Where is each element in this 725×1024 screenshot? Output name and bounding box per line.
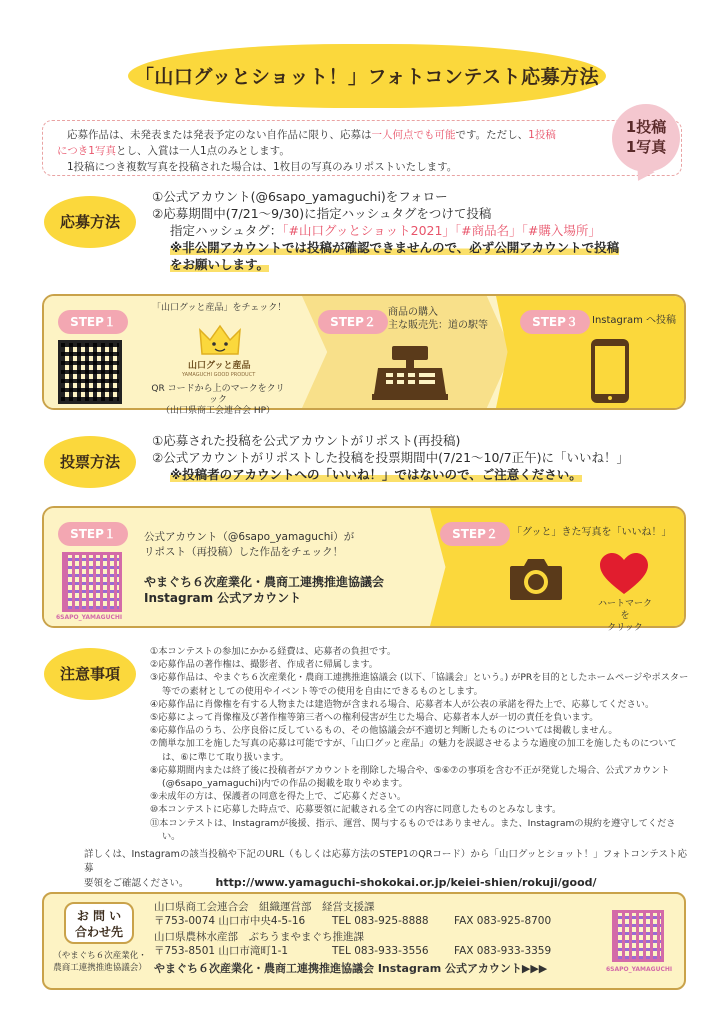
note-item: ⑤応募によって肖像権及び著作権等第三者への権利侵害が生じた場合、応募者本人が一切の責任を負います。 (150, 712, 599, 724)
intro-text: 1投稿につき複数写真を投稿された場合は、1枚目の写真のみリポストいたします。 (67, 161, 458, 173)
org1-address: 〒753-0074 山口市中央4-5-16 (154, 915, 306, 927)
step1-note-line: （山口県商工会連合会 HP） (160, 406, 276, 416)
footer-qr-caption: 6SAPO_YAMAGUCHI (606, 966, 673, 973)
details-text (84, 848, 694, 891)
intro-highlight: 一人何点でも可能 (371, 129, 456, 141)
vote-steps-panel (42, 506, 686, 628)
step1-note-line: QR コードから上のマークをクリック (151, 384, 285, 405)
instagram-account-line[interactable]: やまぐち６次産業化・農商工連携推進協議会 Instagram 公式アカウント▶▶▶ (154, 962, 548, 975)
inquiry-sub-line: （やまぐち６次産業化・ (53, 951, 147, 961)
logo-subtext: YAMAGUCHI GOOD PRODUCT (182, 372, 256, 378)
intro-text: とし、入賞は一人1点のみとします。 (115, 145, 290, 157)
apply-line: ①公式アカウント(@6sapo_yamaguchi)をフォロー (152, 189, 448, 204)
inquiry-label (64, 902, 134, 944)
org2-fax: FAX 083-933-3359 (454, 945, 552, 957)
details-line: 要領をご確認ください。 (84, 878, 189, 889)
intro-text: 応募作品は、未発表または発表予定のない自作品に限り、応募は (67, 129, 372, 141)
apply-warning: ※非公開アカウントでは投稿が確認できませんので、必ず公開アカウントで投稿 (170, 240, 620, 255)
details-line: 詳しくは、Instagramの該当投稿や下記のURL（もしくは応募方法のSTEP1のQRコード）から「山口グッとショット！」フォトコンテスト応募 (84, 849, 687, 874)
org1-tel: TEL 083-925-8888 (332, 915, 429, 927)
heart-caption (594, 598, 656, 634)
step3-text: Instagram へ投稿 (592, 315, 677, 326)
step1-caption: 「山口グッと産品」をチェック！ (152, 303, 287, 313)
vote-line: ①応募された投稿を公式アカウントがリポスト(再投稿) (152, 433, 461, 448)
note-item: ④応募作品に肖像権を有する人物または建造物が含まれる場合、応募者本人が公表の承諾を得た上で、応募してください。 (150, 698, 655, 710)
badge-line: 1投稿 (625, 118, 667, 136)
note-item: ⑨未成年の方は、保護者の同意を得た上で、ご応募ください。 (150, 791, 407, 803)
step2-line: 商品の購入 (388, 307, 438, 318)
heart-caption-line: クリック (607, 623, 643, 633)
contact-details (154, 900, 594, 976)
one-post-one-photo-badge (612, 104, 680, 172)
note-item: ⑩本コンテストに応募した時点で、応募要領に記載される全ての内容に同意したものとみなします。 (150, 804, 562, 816)
vote-step1-line: リポスト（再投稿）した作品をチェック！ (144, 546, 344, 558)
inquiry-line: 合わせ先 (74, 925, 123, 939)
intro-highlight: につき1写真 (57, 145, 116, 157)
vote-warning: ※投稿者のアカウントへの「いいね！」ではないので、ご注意ください。 (170, 467, 582, 482)
account-name: やまぐち６次産業化・農商工連携推進協議会 (144, 575, 385, 589)
vote-step1-line: 公式アカウント（@6sapo_yamaguchi）が (144, 531, 355, 543)
org2-tel: TEL 083-933-3556 (332, 945, 429, 957)
step2-line: 主な販売先：道の駅等 (388, 320, 488, 331)
note-item: ⑧応募期間内または終了後に投稿者がアカウントを削除した場合や、⑤⑥⑦の事項を含む不正が発覚した場合、公式アカウント(@6sapo_yamaguchi)内での作品の掲載を取りやめます。 (150, 764, 670, 790)
note-item: ⑦簡単な加工を施した写真の応募は可能ですが、「山口グッと産品」の魅力を誤認させるような過度の加工を施したものについては、⑥に準じて取り扱います。 (150, 738, 677, 763)
step1-note (148, 384, 288, 417)
apply-line: ②応募期間中(7/21～9/30)に指定ハッシュタグをつけて投稿 (152, 206, 492, 221)
apply-warning: をお願いします。 (170, 257, 270, 272)
org1-name: 山口県商工会連合会 組織運営部 経営支援課 (154, 901, 375, 913)
intro-highlight: 1投稿 (528, 129, 556, 141)
logo-text: 山口グッと産品 (188, 361, 251, 371)
qr-code-icon[interactable] (58, 340, 122, 404)
badge-line: 1写真 (625, 138, 667, 156)
vote-instructions (152, 432, 692, 483)
apply-instructions (152, 188, 692, 273)
note-item: ⑥応募作品のうち、公序良俗に反しているもの、その他協議会が不適切と判断したものについては掲載しません。 (150, 725, 618, 737)
details-url-link[interactable]: http://www.yamaguchi-shokokai.or.jp/keiei-shien/rokuji/good/ (215, 876, 597, 889)
footer-qr-code-icon[interactable] (612, 910, 664, 962)
hashtag-label: 指定ハッシュタグ： (170, 223, 283, 238)
note-item: ②応募作品の著作権は、撮影者、作成者に帰属します。 (150, 659, 378, 671)
vote-step1-text (144, 530, 354, 560)
step1-tag: STEP１ (58, 310, 128, 334)
cash-register-icon (372, 346, 448, 400)
note-item: ③応募作品は、やまぐち６次産業化・農商工連携推進協議会 (以下、「協議会」という。) がPRを目的としたホームページやポスター等での素材としての使用やイベント等での使用を自由にできるものとします。 (150, 672, 689, 697)
inquiry-line: お 問 い (76, 909, 122, 923)
note-item: ①本コンテストの参加にかかる経費は、応募者の負担です。 (150, 646, 397, 657)
notes-list (150, 645, 690, 843)
page-title: 「山口グッとショット！」フォトコンテスト応募方法 (134, 66, 600, 88)
inquiry-sub-line: 農商工連携推進協議会） (53, 963, 147, 973)
heart-caption-line: ハートマークを (597, 599, 652, 621)
intro-text: です。ただし、 (455, 129, 529, 141)
note-item: ⑪本コンテストは、Instagramが後援、指示、運営、関与するものではありません。また、Instagramの規約を遵守してください。 (150, 817, 676, 842)
vote-line: ②公式アカウントがリポストした投稿を投票期間中(7/21～10/7正午)に「いいね！」 (152, 450, 629, 465)
step2-text (388, 306, 488, 332)
step3-tag: STEP３ (520, 310, 590, 334)
qr-caption: 6SAPO_YAMAGUCHI (56, 614, 123, 621)
instagram-qr-code-icon[interactable] (62, 552, 122, 612)
intro-notice (42, 120, 682, 176)
org1-fax: FAX 083-925-8700 (454, 915, 552, 927)
step2-tag: STEP２ (318, 310, 388, 334)
org2-name: 山口県農林水産部 ぶちうまやまぐち推進課 (154, 931, 364, 943)
notes-label: 注意事項 (44, 648, 136, 700)
inquiry-sub (46, 950, 154, 974)
vote-step2-text: 「グッと」きた写真を「いいね！」 (512, 527, 672, 538)
smartphone-icon (590, 338, 630, 404)
apply-label: 応募方法 (44, 196, 136, 248)
vote-step1-tag: STEP１ (58, 522, 128, 546)
vote-step2-tag: STEP２ (440, 522, 510, 546)
account-platform: Instagram 公式アカウント (144, 591, 302, 605)
hashtag-list: 「#山口グッとショット2021」「#商品名」「#購入場所」 (282, 223, 601, 238)
vote-label: 投票方法 (44, 436, 136, 488)
camera-icon (508, 556, 564, 602)
crown-logo-icon[interactable] (198, 324, 242, 358)
org2-address: 〒753-8501 山口市滝町1-1 (154, 945, 289, 957)
official-account (144, 574, 384, 606)
heart-icon[interactable] (598, 552, 650, 596)
